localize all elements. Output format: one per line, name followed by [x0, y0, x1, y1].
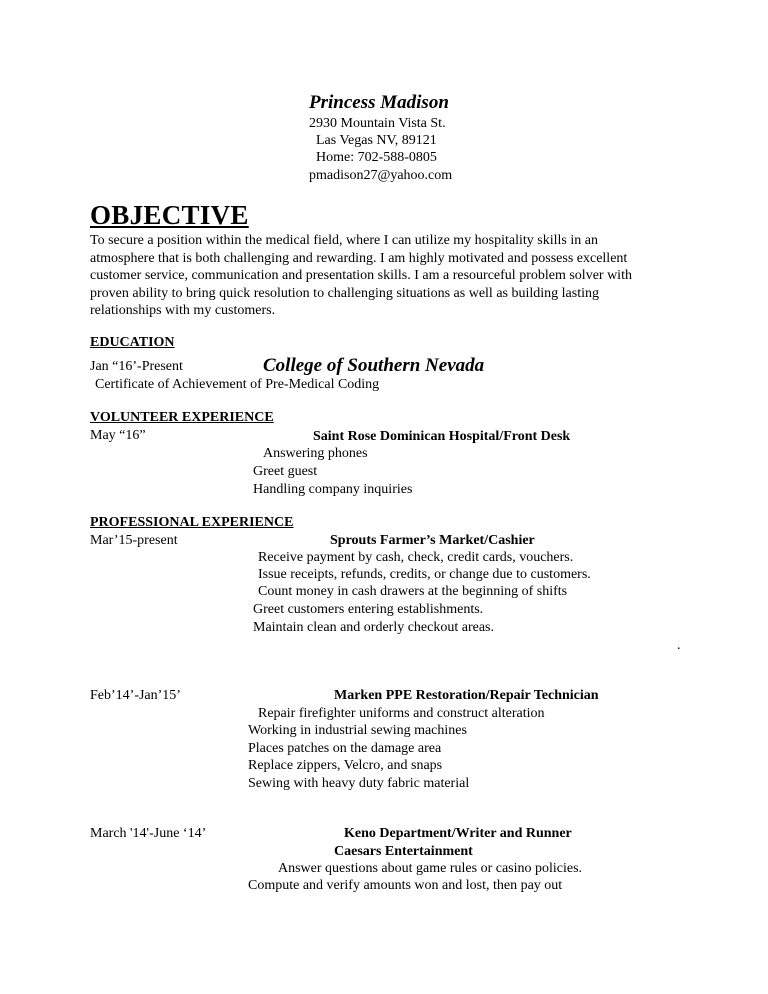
- volunteer-duty: Handling company inquiries: [253, 482, 413, 497]
- city-state-zip: Las Vegas NV, 89121: [316, 133, 437, 148]
- job-duty: Compute and verify amounts won and lost, then pay out: [248, 878, 563, 893]
- job-employer: Marken PPE Restoration/Repair Technician: [334, 688, 599, 703]
- objective-line: To secure a position within the medical field, where I can utilize my hospitality skills in an: [90, 233, 598, 248]
- email-address: pmadison27@yahoo.com: [309, 168, 453, 183]
- objective-line: relationships with my customers.: [90, 303, 276, 318]
- job-date: Mar’15-present: [90, 533, 178, 548]
- applicant-name: Princess Madison: [309, 92, 449, 113]
- objective-paragraph: [90, 232, 690, 320]
- volunteer-employer: Saint Rose Dominican Hospital/Front Desk: [313, 429, 571, 444]
- trailing-period: .: [677, 638, 681, 653]
- job-duty: Sewing with heavy duty fabric material: [248, 776, 470, 791]
- objective-line: customer service, communication and presentation skills. I am a resourceful problem solver with: [90, 268, 632, 283]
- education-date: Jan “16’-Present: [90, 359, 183, 374]
- job-duty: Maintain clean and orderly checkout areas.: [253, 620, 495, 635]
- job-duty: Working in industrial sewing machines: [248, 723, 467, 738]
- objective-line: proven ability to bring quick resolution to challenging situations as well as building lasting: [90, 285, 599, 301]
- phone-number: Home: 702-588-0805: [316, 150, 437, 165]
- job-employer: Sprouts Farmer’s Market/Cashier: [330, 533, 535, 548]
- job-duty: Replace zippers, Velcro, and snaps: [248, 758, 443, 773]
- job-duty: Answer questions about game rules or casino policies.: [278, 861, 583, 876]
- volunteer-heading: VOLUNTEER EXPERIENCE: [90, 410, 274, 425]
- school-name: College of Southern Nevada: [263, 355, 485, 376]
- certificate: Certificate of Achievement of Pre-Medical Coding: [95, 377, 380, 392]
- job-employer: Keno Department/Writer and Runner: [344, 826, 572, 841]
- professional-heading: PROFESSIONAL EXPERIENCE: [90, 515, 294, 530]
- job-duty: Greet customers entering establishments.: [253, 602, 484, 617]
- job-duty: Count money in cash drawers at the beginning of shifts: [258, 584, 568, 599]
- objective-heading: OBJECTIVE: [90, 200, 249, 230]
- volunteer-date: May “16”: [90, 428, 146, 443]
- job-date: March '14'-June ‘14’: [90, 826, 207, 841]
- volunteer-duty: Greet guest: [253, 464, 318, 479]
- job-duty: Repair firefighter uniforms and construct alteration: [258, 706, 545, 721]
- job-employer-secondary: Caesars Entertainment: [334, 844, 473, 859]
- job-duty: Receive payment by cash, check, credit cards, vouchers.: [258, 550, 574, 565]
- street-address: 2930 Mountain Vista St.: [309, 116, 446, 131]
- education-heading: EDUCATION: [90, 335, 175, 350]
- objective-line: atmosphere that is both challenging and rewarding. I am highly motivated and possess excellent: [90, 250, 628, 266]
- job-duty: Issue receipts, refunds, credits, or change due to customers.: [258, 567, 591, 582]
- volunteer-duty: Answering phones: [263, 446, 368, 461]
- job-duty: Places patches on the damage area: [248, 741, 442, 756]
- job-date: Feb’14’-Jan’15’: [90, 688, 181, 703]
